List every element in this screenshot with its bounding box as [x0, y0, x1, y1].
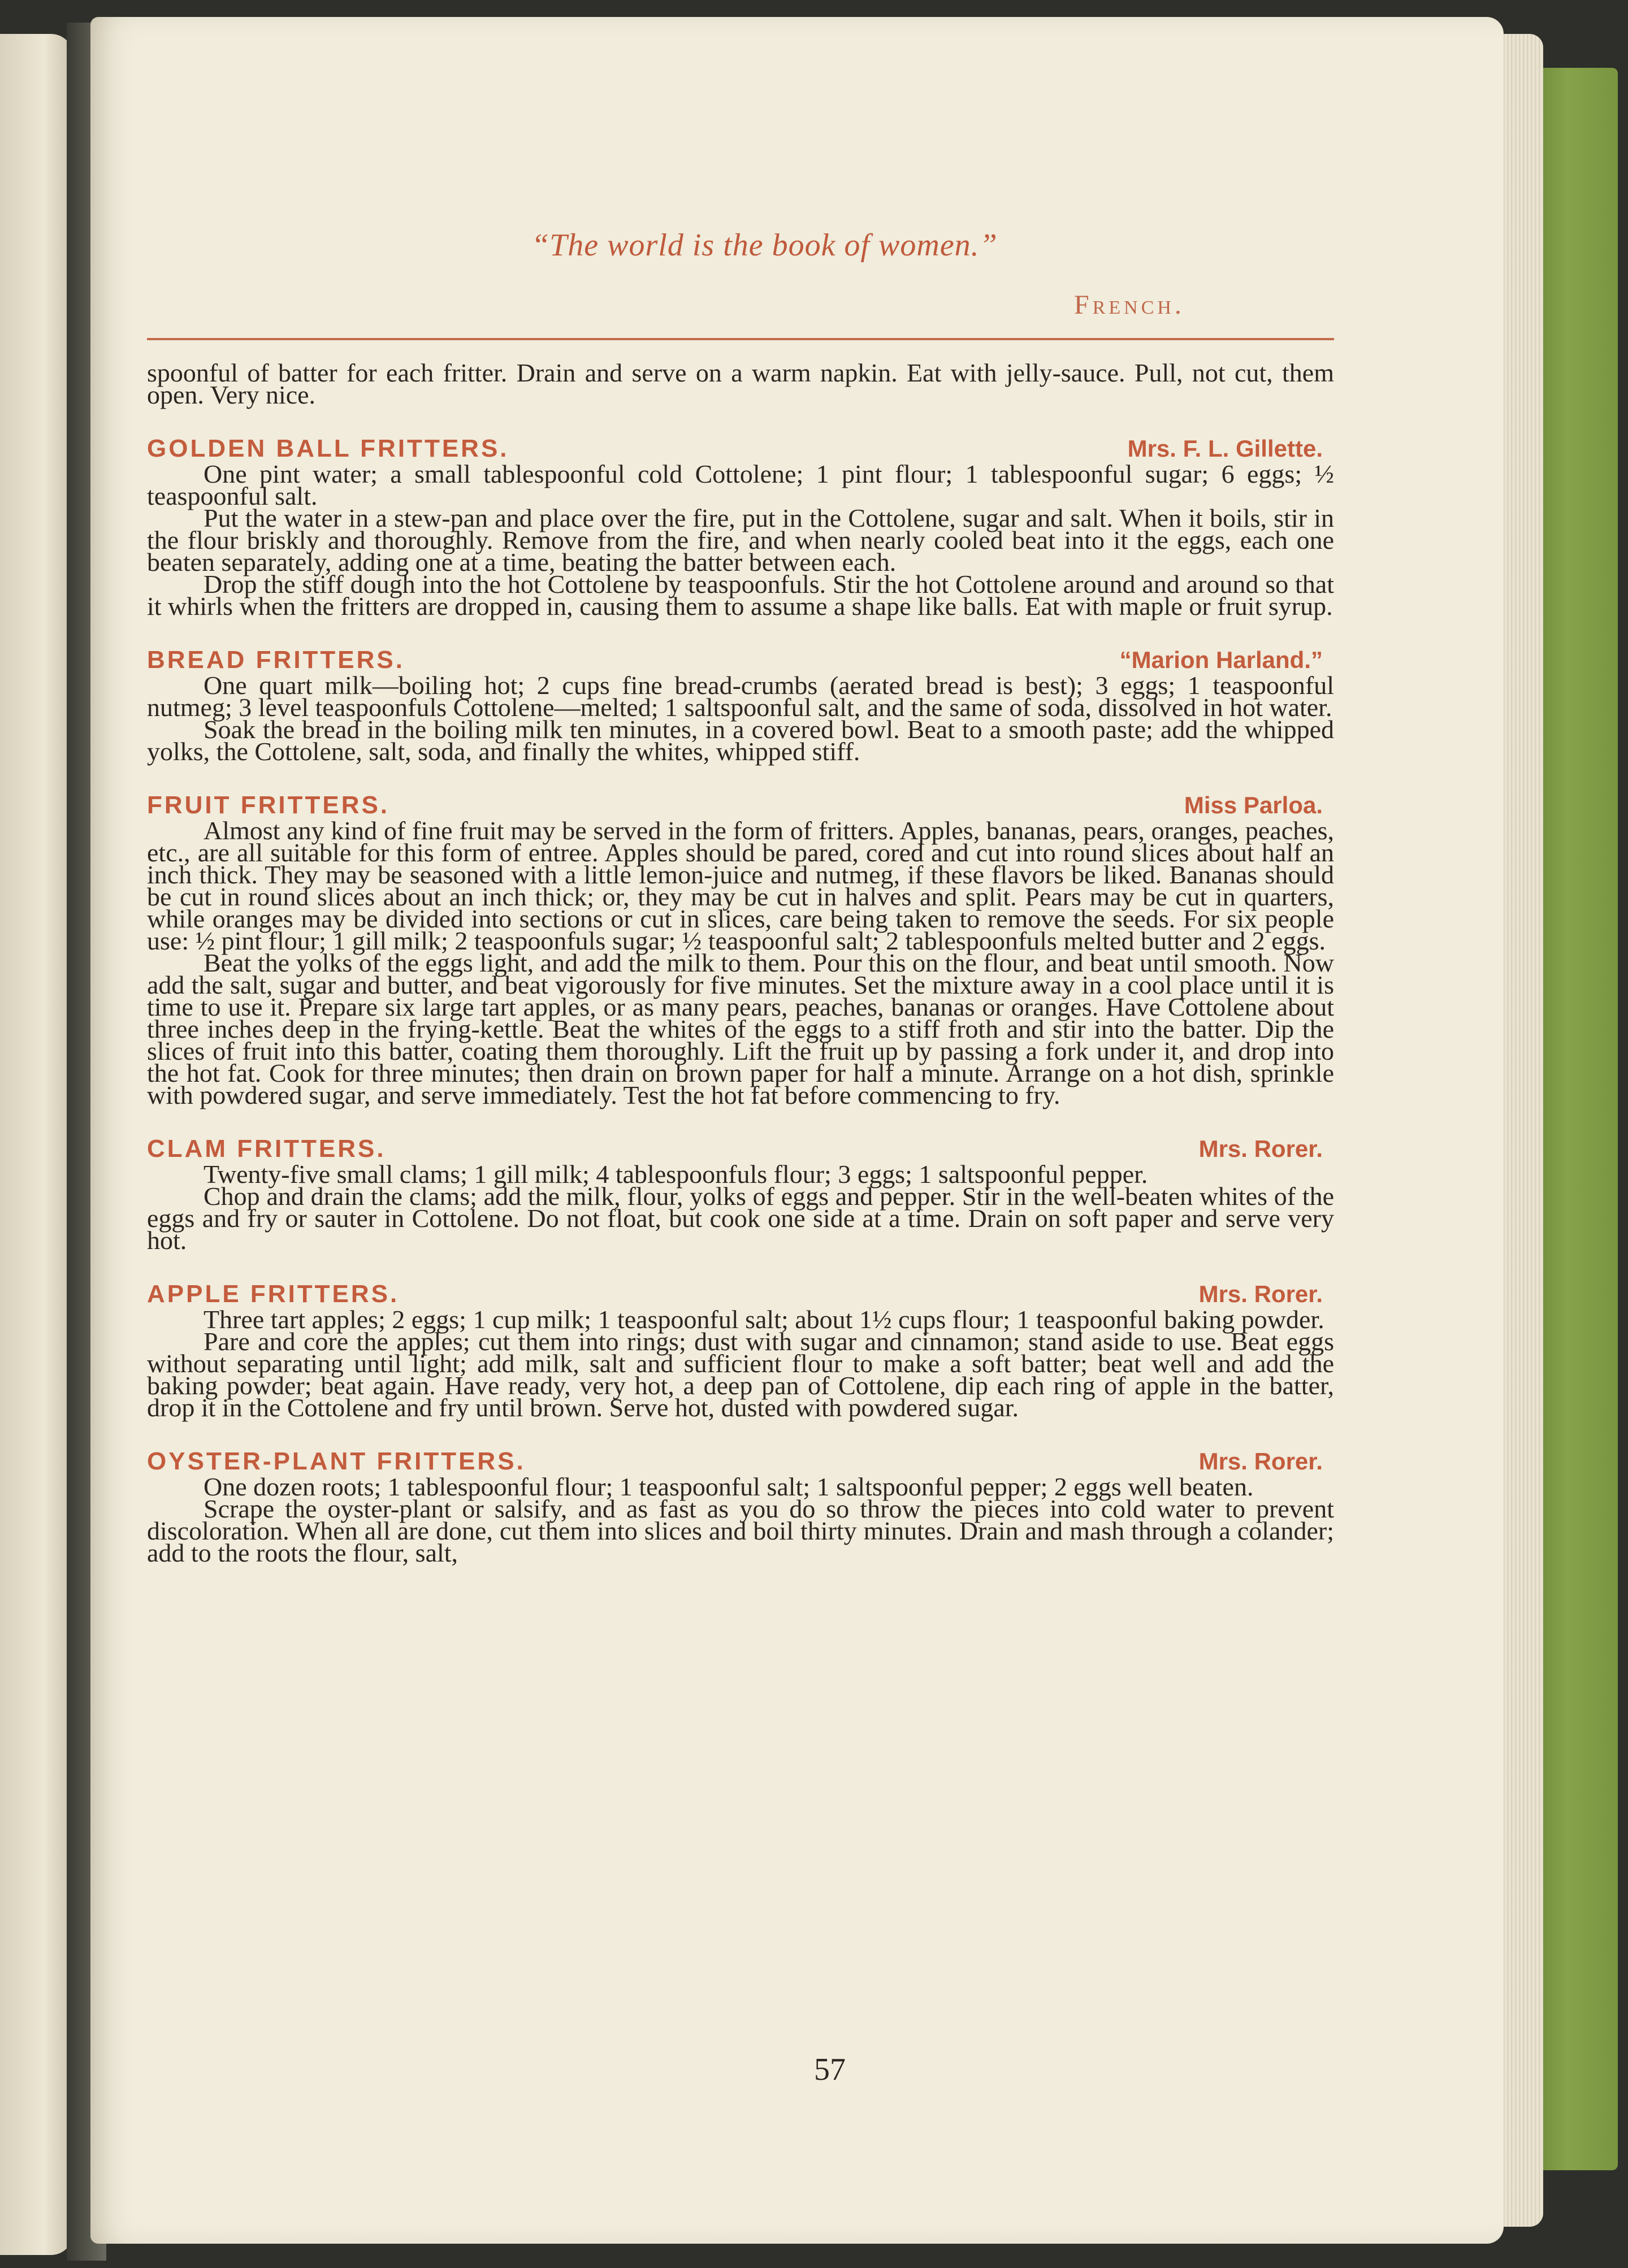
recipe-golden-ball-fritters [147, 435, 1334, 621]
recipe-title: BREAD FRITTERS. [147, 646, 405, 674]
recipe-paragraph: Beat the yolks of the eggs light, and add the milk to them. Pour this on the flour, and beat until smooth. Now add the salt, sugar and butter, and beat vigorously for five minutes. Set the mixture away in a cool place until it is time to use it. Prepare six large tart apples, or as many pears, peaches, bananas or oranges. Have Cottolene about three inches deep in the frying-kettle. Beat the whites of the eggs to a stiff froth and stir into the batter. Dip the slices of fruit into this batter, coating them thoroughly. Lift the fruit up by passing a fork under it, and drop into the hot fat. Cook for three minutes; then drain on brown paper for half a minute. Arrange on a hot dish, sprinkle with powdered sugar, and serve immediately. Test the hot fat before commencing to fry. [147, 948, 1334, 1109]
intro-paragraph: spoonful of batter for each fritter. Drain and serve on a warm napkin. Eat with jelly-sauce. Pull, not cut, them open. Very nice. [147, 358, 1334, 409]
book-cover-edge [1533, 68, 1618, 2170]
recipe-paragraph: Almost any kind of fine fruit may be served in the form of fritters. Apples, bananas, pears, oranges, peaches, etc., are all suitable for this form of entree. Apples should be pared, cored and cut into round slices about half an inch thick. They may be seasoned with a little lemon-juice and nutmeg, if these flavors be liked. Bananas should be cut in round slices about an inch thick; or, they may be cut in halves and split. Pears may be cut in quarters, while oranges may be divided into sections or cut in slices, care being taken to remove the seeds. For six people use: ½ pint flour; 1 gill milk; 2 teaspoonfuls sugar; ½ teaspoonful salt; 2 tablespoonfuls melted butter and 2 eggs. [147, 816, 1334, 955]
recipe-header [147, 791, 1334, 819]
header-rule [147, 338, 1334, 340]
recipe-oyster-plant-fritters [147, 1447, 1334, 1567]
recipe-paragraph: Scrape the oyster-plant or salsify, and as fast as you do so throw the pieces into cold water to prevent discoloration. When all are done, cut them into slices and boil thirty minutes. Drain and mash through a colander; add to the roots the flour, salt, [147, 1494, 1334, 1567]
recipe-title: APPLE FRITTERS. [147, 1280, 400, 1308]
recipe-bread-fritters [147, 646, 1334, 766]
recipe-author: Mrs. Rorer. [1198, 1281, 1323, 1307]
recipe-apple-fritters [147, 1280, 1334, 1422]
recipe-author: “Marion Harland.” [1119, 647, 1323, 673]
text-block [147, 358, 1334, 1567]
recipe-header [147, 1447, 1334, 1475]
recipe-author: Mrs. Rorer. [1198, 1448, 1323, 1475]
recipe-fruit-fritters [147, 791, 1334, 1109]
recipe-paragraph: Chop and drain the clams; add the milk, flour, yolks of eggs and pepper. Stir in the well-beaten whites of the eggs and fry or sauter in Cottolene. Do not float, but cook one side at a time. Drain on soft paper and serve very hot. [147, 1182, 1334, 1255]
recipe-paragraph: Soak the bread in the boiling milk ten minutes, in a covered bowl. Beat to a smooth paste; add the whipped yolks, the Cottolene, salt, soda, and finally the whites, whipped stiff. [147, 715, 1334, 766]
left-page-edge [0, 34, 73, 2255]
recipe-ingredients: One quart milk—boiling hot; 2 cups fine bread-crumbs (aerated bread is best); 3 eggs; 1 teaspoonful nutmeg; 3 level teaspoonfuls Cottolene—melted; 1 saltspoonful salt, and the same of soda, dissolved in hot water. [147, 671, 1334, 722]
recipe-ingredients: Twenty-five small clams; 1 gill milk; 4 tablespoonfuls flour; 3 eggs; 1 saltspoonful pepper. [204, 1160, 1148, 1189]
recipe-clam-fritters [147, 1135, 1334, 1255]
recipe-header [147, 435, 1334, 462]
recipe-header [147, 1135, 1334, 1163]
recipe-ingredients: One pint water; a small tablespoonful cold Cottolene; 1 pint flour; 1 tablespoonful sugar; 6 eggs; ½ teaspoonful salt. [147, 459, 1334, 510]
recipe-author: Miss Parloa. [1184, 792, 1323, 818]
recipe-title: OYSTER-PLANT FRITTERS. [147, 1447, 526, 1475]
recipe-paragraph: Put the water in a stew-pan and place over the fire, put in the Cottolene, sugar and salt. When it boils, stir in the flour briskly and thoroughly. Remove from the fire, and when nearly cooled beat into it the eggs, each one beaten separately, adding one at a time, beating the batter between each. [147, 504, 1334, 576]
epigraph: “The world is the book of women.” [531, 228, 998, 263]
recipe-header [147, 646, 1334, 674]
recipe-paragraph: Drop the stiff dough into the hot Cottolene by teaspoonfuls. Stir the hot Cottolene around and around so that it whirls when the fritters are dropped in, causing them to assume a shape like balls. Eat with maple or fruit syrup. [147, 570, 1334, 621]
recipe-title: CLAM FRITTERS. [147, 1135, 386, 1163]
recipe-author: Mrs. F. L. Gillette. [1127, 435, 1323, 462]
recipe-title: FRUIT FRITTERS. [147, 791, 390, 819]
epigraph-attribution: French. [1074, 290, 1185, 320]
recipe-header [147, 1280, 1334, 1308]
recipe-ingredients: One dozen roots; 1 tablespoonful flour; 1 teaspoonful salt; 1 saltspoonful pepper; 2 eggs well beaten. [204, 1472, 1254, 1501]
recipe-title: GOLDEN BALL FRITTERS. [147, 435, 509, 462]
recipe-author: Mrs. Rorer. [1198, 1135, 1323, 1162]
recipe-ingredients: Three tart apples; 2 eggs; 1 cup milk; 1 teaspoonful salt; about 1½ cups flour; 1 teaspoonful baking powder. [204, 1305, 1324, 1334]
recipe-paragraph: Pare and core the apples; cut them into rings; dust with sugar and cinnamon; stand aside to use. Beat eggs without separating until light; add milk, salt and sufficient flour to make a soft batter; beat well and add the baking powder; beat again. Have ready, very hot, a deep pan of Cottolene, dip each ring of apple in the batter, drop it in the Cottolene and fry until brown. Serve hot, dusted with powdered sugar. [147, 1327, 1334, 1422]
book-page [90, 17, 1504, 2244]
page-number: 57 [814, 2052, 846, 2087]
